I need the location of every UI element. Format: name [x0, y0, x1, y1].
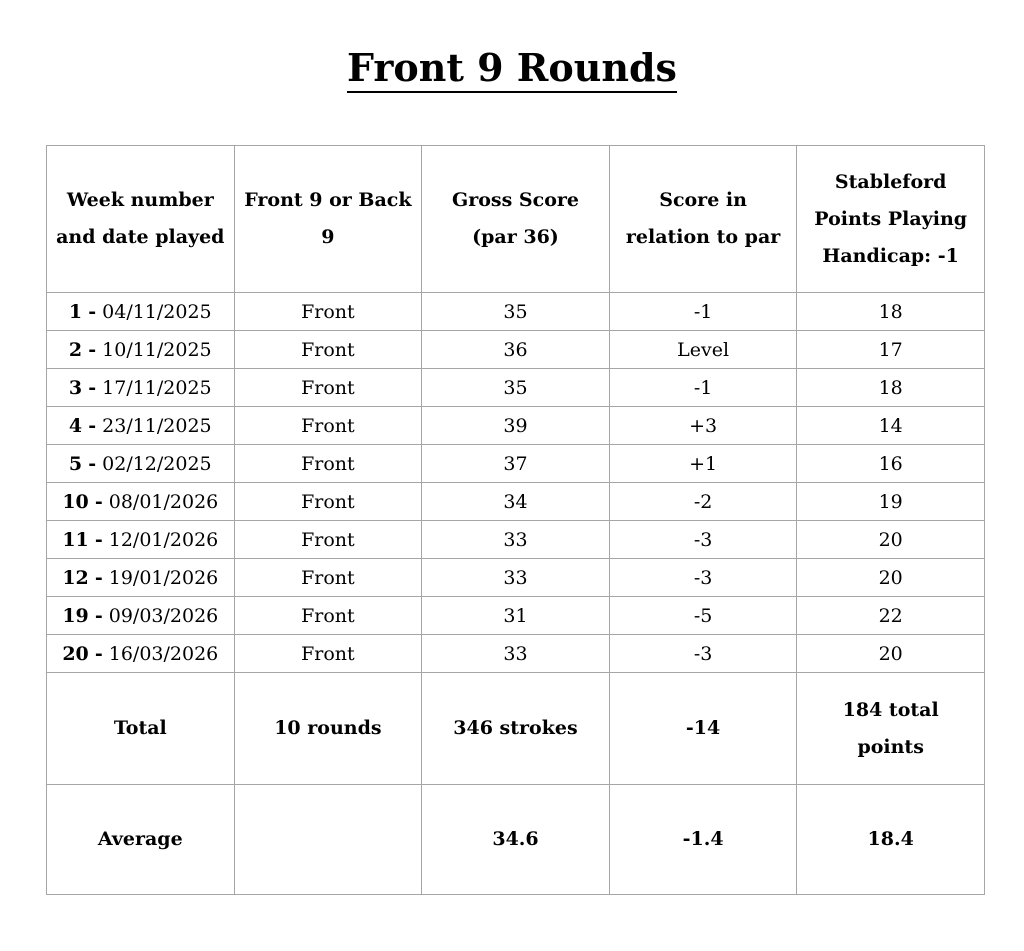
stableford-points-cell: 16	[797, 445, 985, 483]
week-separator: -	[88, 452, 97, 475]
rows-body	[47, 293, 985, 673]
week-separator: -	[94, 604, 103, 627]
stableford-points-cell: 17	[797, 331, 985, 369]
average-points: 18.4	[797, 785, 985, 895]
stableford-points-cell: 20	[797, 521, 985, 559]
table-row	[47, 521, 985, 559]
stableford-points-cell: 18	[797, 369, 985, 407]
front-back-cell: Front	[234, 635, 422, 673]
front-back-cell: Front	[234, 369, 422, 407]
relation-to-par-cell: -3	[609, 635, 797, 673]
week-date-cell	[47, 559, 235, 597]
table-row	[47, 445, 985, 483]
scores-table	[46, 145, 985, 895]
week-date-cell	[47, 369, 235, 407]
gross-score-cell: 33	[422, 559, 610, 597]
week-date-cell	[47, 331, 235, 369]
week-date-cell	[47, 483, 235, 521]
header-row	[47, 146, 985, 293]
header-front-back: Front 9 or Back 9	[234, 146, 422, 293]
week-date-cell	[47, 635, 235, 673]
table-row	[47, 635, 985, 673]
average-rounds	[234, 785, 422, 895]
table-row	[47, 597, 985, 635]
week-separator: -	[88, 376, 97, 399]
week-separator: -	[88, 338, 97, 361]
week-separator: -	[94, 528, 103, 551]
week-number: 2	[68, 338, 83, 361]
front-back-cell: Front	[234, 331, 422, 369]
average-gross: 34.6	[422, 785, 610, 895]
week-number: 1	[68, 300, 83, 323]
total-label: Total	[47, 673, 235, 785]
header-gross-score: Gross Score (par 36)	[422, 146, 610, 293]
week-number: 19	[62, 604, 89, 627]
front-back-cell: Front	[234, 597, 422, 635]
total-relation-to-par: -14	[609, 673, 797, 785]
relation-to-par-cell: -5	[609, 597, 797, 635]
date-played: 09/03/2026	[108, 604, 219, 627]
table-row	[47, 483, 985, 521]
average-label: Average	[47, 785, 235, 895]
page-title-text: Front 9 Rounds	[347, 45, 677, 93]
relation-to-par-cell: -1	[609, 369, 797, 407]
average-relation-to-par: -1.4	[609, 785, 797, 895]
date-played: 19/01/2026	[108, 566, 219, 589]
gross-score-cell: 39	[422, 407, 610, 445]
week-number: 4	[68, 414, 83, 437]
week-separator: -	[94, 566, 103, 589]
front-back-cell: Front	[234, 559, 422, 597]
front-back-cell: Front	[234, 293, 422, 331]
front-back-cell: Front	[234, 445, 422, 483]
week-number: 12	[62, 566, 89, 589]
relation-to-par-cell: -2	[609, 483, 797, 521]
gross-score-cell: 36	[422, 331, 610, 369]
total-strokes: 346 strokes	[422, 673, 610, 785]
week-separator: -	[88, 414, 97, 437]
gross-score-cell: 37	[422, 445, 610, 483]
stableford-points-cell: 18	[797, 293, 985, 331]
page-title	[0, 38, 1024, 98]
relation-to-par-cell: +3	[609, 407, 797, 445]
total-points	[797, 673, 985, 785]
total-rounds: 10 rounds	[234, 673, 422, 785]
table-row	[47, 369, 985, 407]
front-back-cell: Front	[234, 521, 422, 559]
date-played: 10/11/2025	[102, 338, 212, 361]
gross-score-cell: 31	[422, 597, 610, 635]
table-row	[47, 407, 985, 445]
week-number: 3	[68, 376, 83, 399]
stableford-points-cell: 20	[797, 559, 985, 597]
week-separator: -	[94, 490, 103, 513]
week-date-cell	[47, 293, 235, 331]
relation-to-par-cell: -1	[609, 293, 797, 331]
header-week-date: Week number and date played	[47, 146, 235, 293]
date-played: 02/12/2025	[102, 452, 212, 475]
date-played: 04/11/2025	[102, 300, 212, 323]
table-row	[47, 559, 985, 597]
date-played: 23/11/2025	[102, 414, 212, 437]
gross-score-cell: 34	[422, 483, 610, 521]
table-row	[47, 293, 985, 331]
date-played: 08/01/2026	[108, 490, 219, 513]
date-played: 16/03/2026	[108, 642, 219, 665]
table-row	[47, 331, 985, 369]
average-row	[47, 785, 985, 895]
relation-to-par-cell: -3	[609, 521, 797, 559]
stableford-points-cell: 20	[797, 635, 985, 673]
total-row	[47, 673, 985, 785]
header-stableford-points: Stableford Points Playing Handicap: -1	[797, 146, 985, 293]
stableford-points-cell: 14	[797, 407, 985, 445]
week-date-cell	[47, 407, 235, 445]
week-date-cell	[47, 445, 235, 483]
relation-to-par-cell: -3	[609, 559, 797, 597]
total-points-text: 184 total points	[842, 698, 939, 758]
stableford-points-cell: 22	[797, 597, 985, 635]
week-date-cell	[47, 521, 235, 559]
week-separator: -	[88, 300, 97, 323]
date-played: 17/11/2025	[102, 376, 212, 399]
front-back-cell: Front	[234, 483, 422, 521]
week-number: 20	[62, 642, 89, 665]
date-played: 12/01/2026	[108, 528, 219, 551]
week-number: 5	[68, 452, 83, 475]
week-number: 10	[62, 490, 89, 513]
header-relation-to-par: Score in relation to par	[609, 146, 797, 293]
gross-score-cell: 35	[422, 293, 610, 331]
relation-to-par-cell: Level	[609, 331, 797, 369]
relation-to-par-cell: +1	[609, 445, 797, 483]
gross-score-cell: 33	[422, 635, 610, 673]
week-number: 11	[62, 528, 89, 551]
front-back-cell: Front	[234, 407, 422, 445]
gross-score-cell: 33	[422, 521, 610, 559]
gross-score-cell: 35	[422, 369, 610, 407]
week-separator: -	[94, 642, 103, 665]
stableford-points-cell: 19	[797, 483, 985, 521]
week-date-cell	[47, 597, 235, 635]
